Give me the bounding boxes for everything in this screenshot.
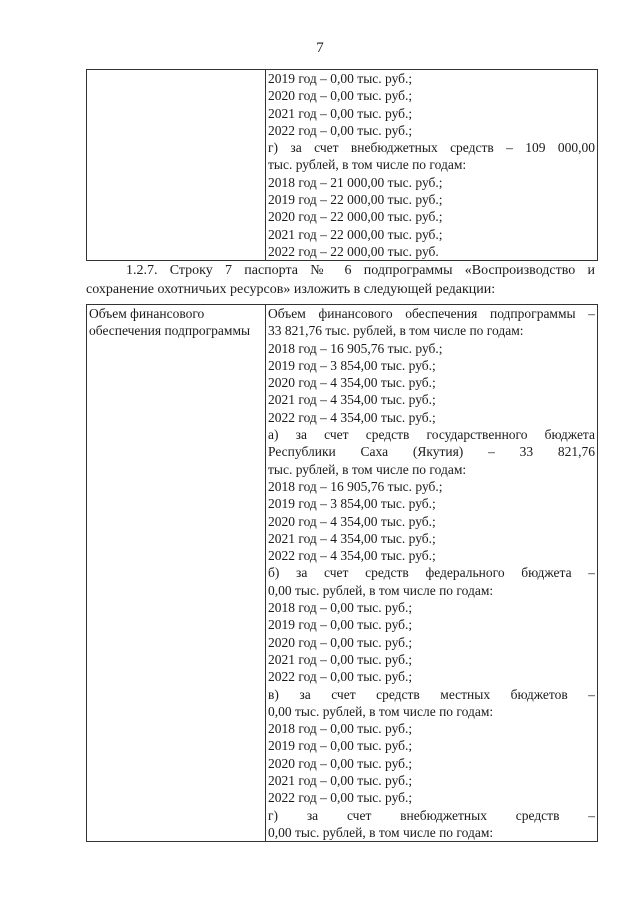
empty-label-cell bbox=[87, 70, 266, 261]
funding-cell bbox=[266, 70, 598, 261]
funding-line: тыс. рублей, в том числе по годам: bbox=[268, 461, 467, 477]
paragraph-line: сохранение охотничьих ресурсов» изложить в следующей редакции: bbox=[86, 281, 496, 297]
funding-line: 2018 год – 16 905,76 тыс. руб.; bbox=[268, 340, 443, 356]
funding-line: 2020 год – 22 000,00 тыс. руб.; bbox=[268, 209, 443, 225]
funding-line: 2019 год – 0,00 тыс. руб.; bbox=[268, 738, 413, 754]
row-label: Объем финансового обеспечения подпрограммы bbox=[89, 306, 251, 339]
passport-table-continued bbox=[86, 69, 598, 261]
funding-line: 2018 год – 0,00 тыс. руб.; bbox=[268, 600, 413, 616]
funding-line: 2021 год – 0,00 тыс. руб.; bbox=[268, 773, 413, 789]
funding-line: б) за счет средств федерального бюджета – bbox=[268, 565, 595, 581]
funding-line: 0,00 тыс. рублей, в том числе по годам: bbox=[268, 582, 494, 598]
funding-line: 2022 год – 0,00 тыс. руб.; bbox=[268, 790, 413, 806]
funding-cell bbox=[266, 305, 598, 842]
amendment-paragraph bbox=[86, 262, 595, 299]
funding-line: 2019 год – 22 000,00 тыс. руб.; bbox=[268, 192, 443, 208]
funding-line: 2020 год – 0,00 тыс. руб.; bbox=[268, 634, 413, 650]
funding-line: Республики Саха (Якутия) – 33 821,76 bbox=[268, 444, 595, 460]
funding-line: а) за счет средств государственного бюджета bbox=[268, 427, 595, 443]
funding-line: 2021 год – 4 354,00 тыс. руб.; bbox=[268, 392, 436, 408]
funding-line: 2022 год – 0,00 тыс. руб.; bbox=[268, 669, 413, 685]
funding-line: 2021 год – 0,00 тыс. руб.; bbox=[268, 105, 413, 121]
funding-line: 2018 год – 16 905,76 тыс. руб.; bbox=[268, 478, 443, 494]
funding-line: в) за счет средств местных бюджетов – bbox=[268, 686, 595, 702]
funding-line: 0,00 тыс. рублей, в том числе по годам: bbox=[268, 703, 494, 719]
funding-line: 2018 год – 0,00 тыс. руб.; bbox=[268, 721, 413, 737]
funding-line: 2018 год – 21 000,00 тыс. руб.; bbox=[268, 174, 443, 190]
funding-line: 2022 год – 22 000,00 тыс. руб. bbox=[268, 243, 439, 259]
funding-line: г) за счет внебюджетных средств – bbox=[268, 807, 595, 823]
funding-line: 2021 год – 22 000,00 тыс. руб.; bbox=[268, 226, 443, 242]
funding-line: 33 821,76 тыс. рублей, в том числе по годам: bbox=[268, 323, 524, 339]
funding-line: 2020 год – 0,00 тыс. руб.; bbox=[268, 88, 413, 104]
funding-line: 2021 год – 4 354,00 тыс. руб.; bbox=[268, 530, 436, 546]
funding-line: Объем финансового обеспечения подпрограммы – bbox=[268, 306, 595, 321]
funding-line: тыс. рублей, в том числе по годам: bbox=[268, 157, 467, 173]
funding-line: 2019 год – 0,00 тыс. руб.; bbox=[268, 71, 413, 86]
funding-line: 2022 год – 4 354,00 тыс. руб.; bbox=[268, 548, 436, 564]
funding-line: 2020 год – 0,00 тыс. руб.; bbox=[268, 755, 413, 771]
funding-line: г) за счет внебюджетных средств – 109 000,00 bbox=[268, 140, 595, 156]
funding-line: 2020 год – 4 354,00 тыс. руб.; bbox=[268, 513, 436, 529]
page-number: 7 bbox=[316, 40, 324, 56]
funding-line: 2020 год – 4 354,00 тыс. руб.; bbox=[268, 375, 436, 391]
paragraph-line: 1.2.7. Строку 7 паспорта № 6 подпрограммы «Воспроизводство и bbox=[126, 263, 595, 278]
funding-line: 2022 год – 0,00 тыс. руб.; bbox=[268, 122, 413, 138]
funding-line: 2019 год – 3 854,00 тыс. руб.; bbox=[268, 496, 436, 512]
passport-table bbox=[86, 304, 598, 842]
funding-line: 2022 год – 4 354,00 тыс. руб.; bbox=[268, 409, 436, 425]
funding-line: 0,00 тыс. рублей, в том числе по годам: bbox=[268, 824, 494, 840]
funding-line: 2019 год – 0,00 тыс. руб.; bbox=[268, 617, 413, 633]
funding-line: 2021 год – 0,00 тыс. руб.; bbox=[268, 651, 413, 667]
label-cell bbox=[87, 305, 266, 842]
funding-line: 2019 год – 3 854,00 тыс. руб.; bbox=[268, 357, 436, 373]
